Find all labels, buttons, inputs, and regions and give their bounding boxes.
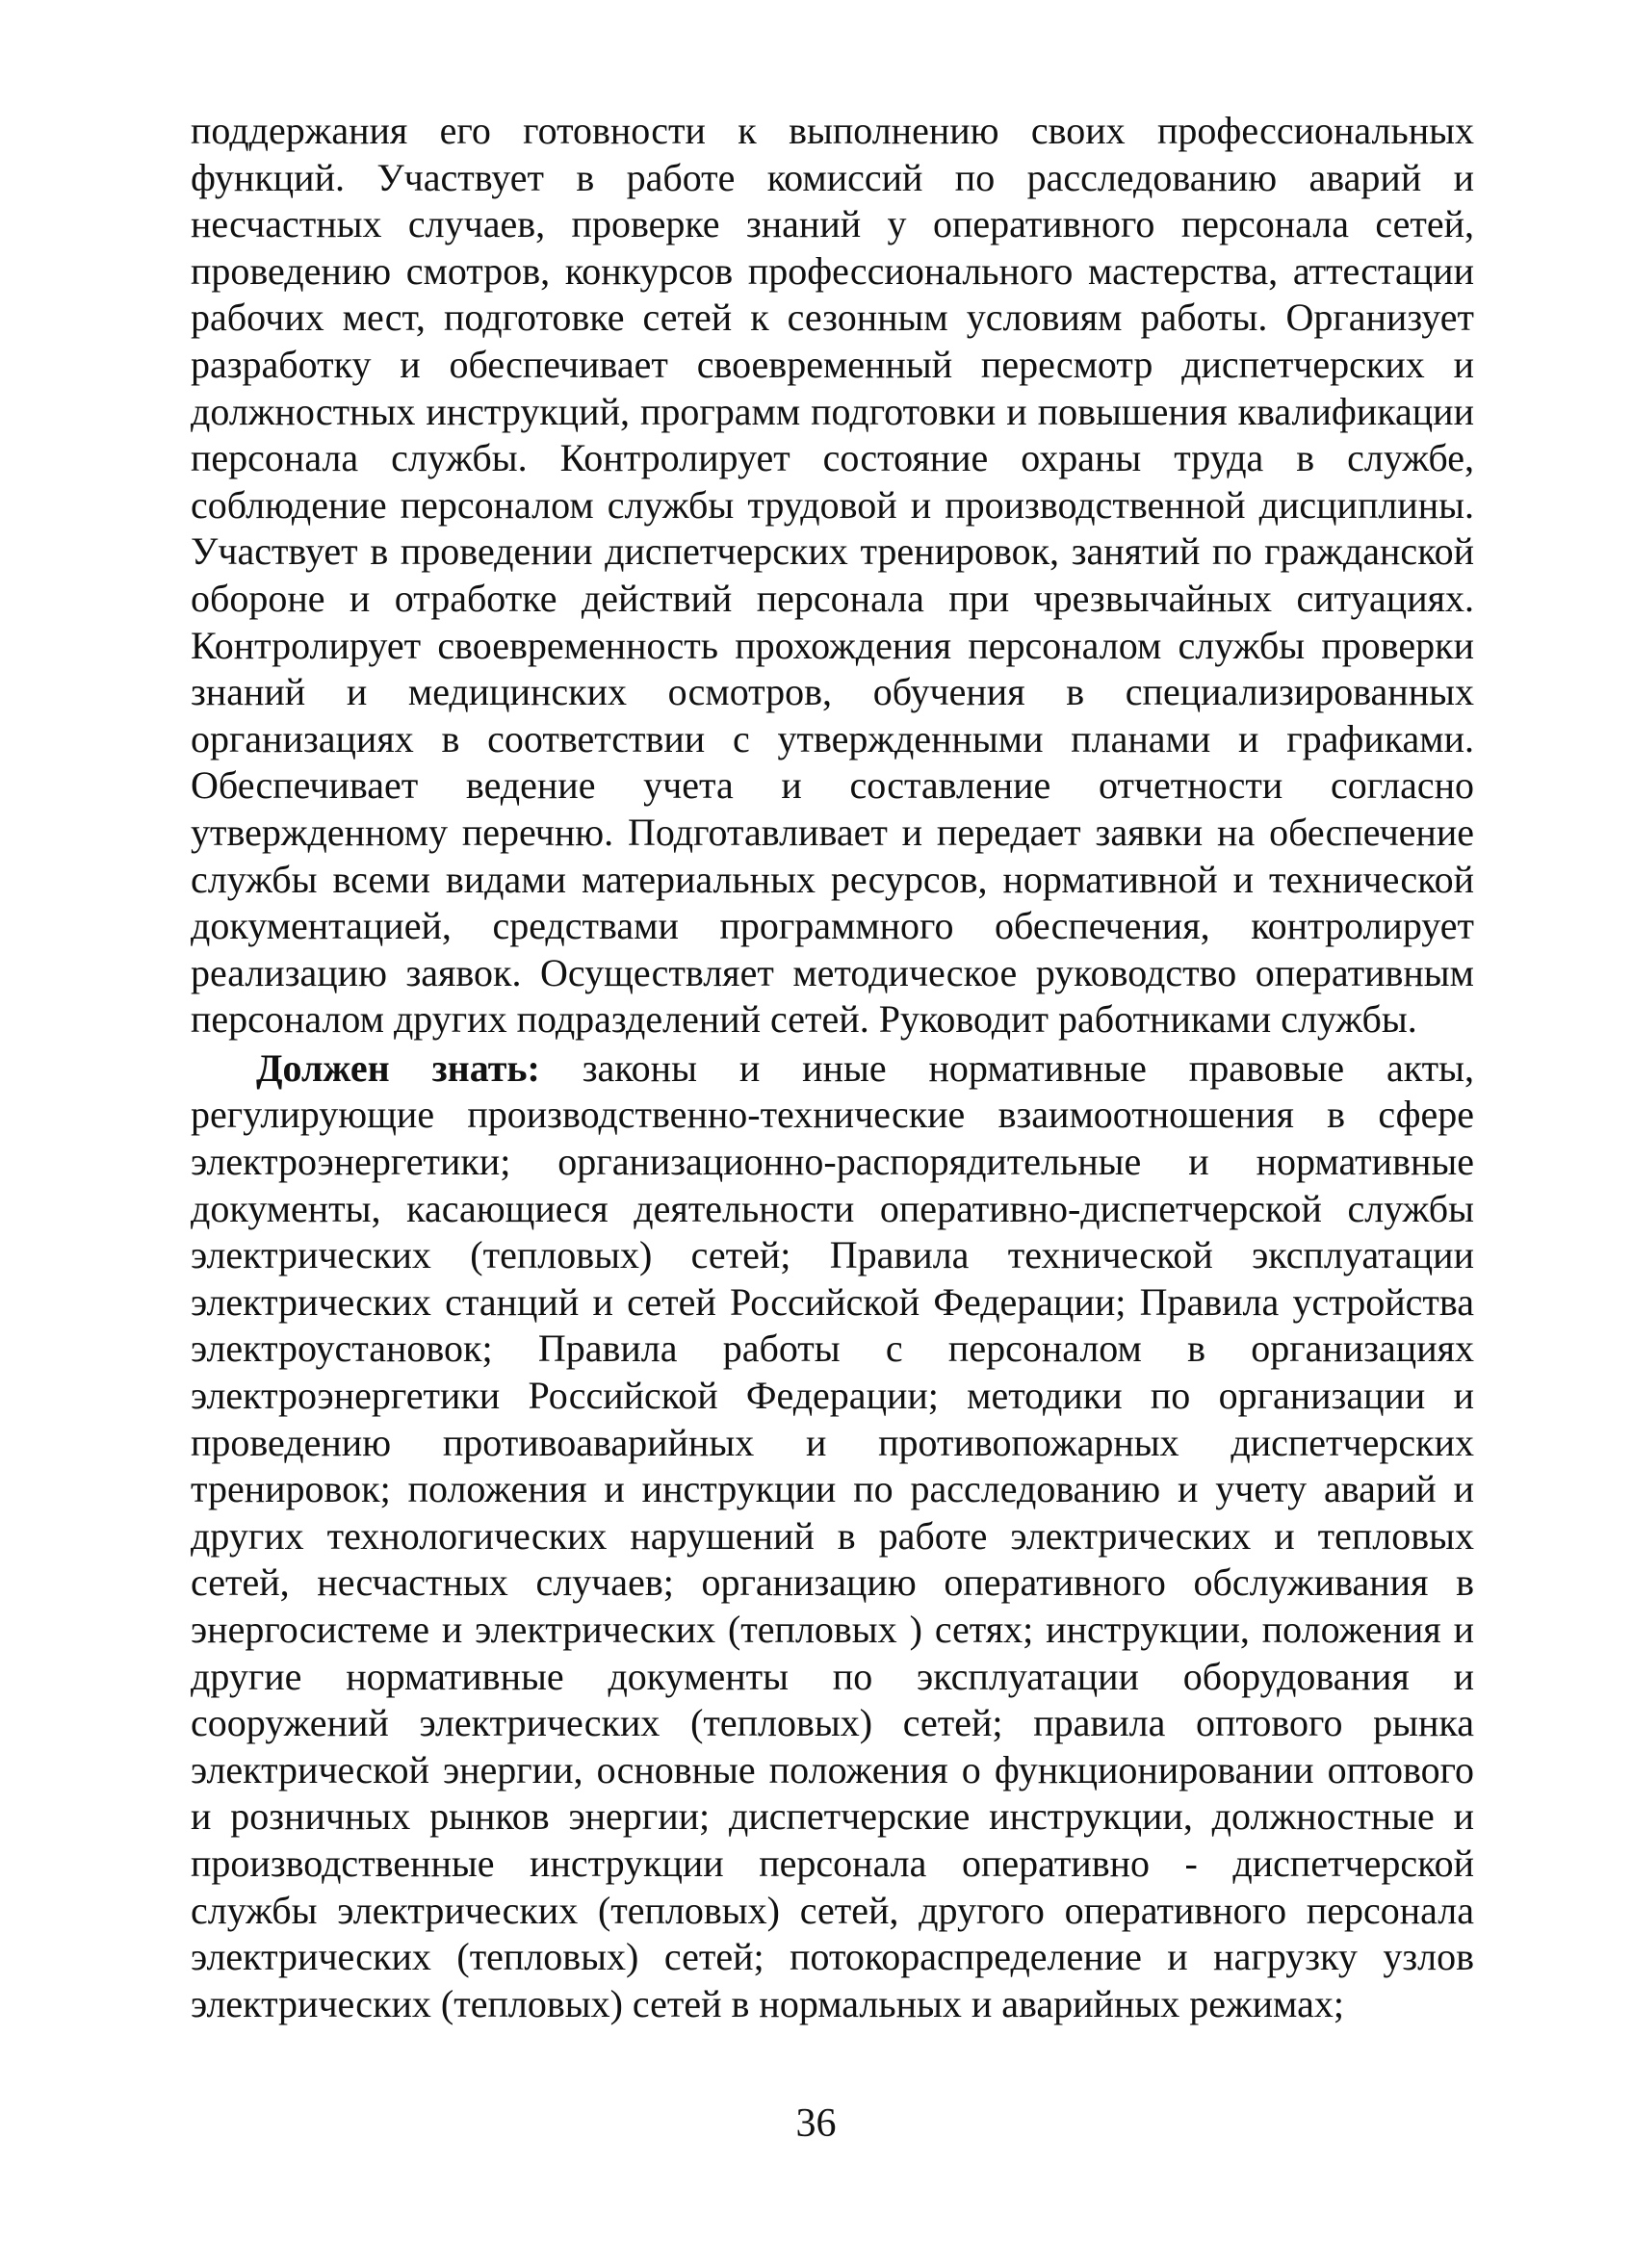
paragraph-must-know: [191, 1045, 1474, 2027]
page-number: 36: [795, 2101, 837, 2146]
page-body: [191, 108, 1474, 2027]
paragraph-duties-text: поддержания его готовности к выполнению своих профессиональных функций. Участвует в работе комиссий по расследованию аварий и несчастных случаев, проверке знаний у оперативного персонала сетей, проведению смотров, конкурсов профессионального мастерства, аттестации рабочих мест, подготовке сетей к сезонным условиям работы. Организует разработку и обеспечивает своевременный пересмотр диспетчерских и должностных инструкций, программ подготовки и повышения квалификации персонала службы. Контролирует состояние охраны труда в службе, соблюдение персоналом службы трудовой и производственной дисциплины. Участвует в проведении диспетчерских тренировок, занятий по гражданской обороне и отработке действий персонала при чрезвычайных ситуациях. Контролирует своевременность прохождения персоналом службы проверки знаний и медицинских осмотров, обучения в специализированных организациях в соответствии с утвержденными планами и графиками. Обеспечивает ведение учета и составление отчетности согласно утвержденному перечню. Подготавливает и передает заявки на обеспечение службы всеми видами материальных ресурсов, нормативной и технической документацией, средствами программного обеспечения, контролирует реализацию заявок. Осуществляет методическое руководство оперативным персоналом других подразделений сетей. Руководит работниками службы.: [191, 109, 1474, 1042]
paragraph-must-know-lead: Должен знать:: [256, 1045, 540, 1090]
paragraph-duties: [191, 108, 1474, 1044]
paragraph-must-know-text: законы и иные нормативные правовые акты, регулирующие производственно-технические взаимоотношения в сфере электроэнергетики; организационно-распорядительные и нормативные документы, касающиеся деятельности оперативно-диспетчерской службы электрических (тепловых) сетей; Правила технической эксплуатации электрических станций и сетей Российской Федерации; Правила устройства электроустановок; Правила работы с персоналом в организациях электроэнергетики Российской Федерации; методики по организации и проведению противоаварийных и противопожарных диспетчерских тренировок; положения и инструкции по расследованию и учету аварий и других технологических нарушений в работе электрических и тепловых сетей, несчастных случаев; организацию оперативного обслуживания в энергосистеме и электрических (тепловых ) сетях; инструкции, положения и другие нормативные документы по эксплуатации оборудования и сооружений электрических (тепловых) сетей; правила оптового рынка электрической энергии, основные положения о функционировании оптового и розничных рынков энергии; диспетчерские инструкции, должностные и производственные инструкции персонала оперативно - диспетчерской службы электрических (тепловых) сетей, другого оперативного персонала электрических (тепловых) сетей; потокораспределение и нагрузку узлов электрических (тепловых) сетей в нормальных и аварийных режимах;: [191, 1045, 1474, 2025]
